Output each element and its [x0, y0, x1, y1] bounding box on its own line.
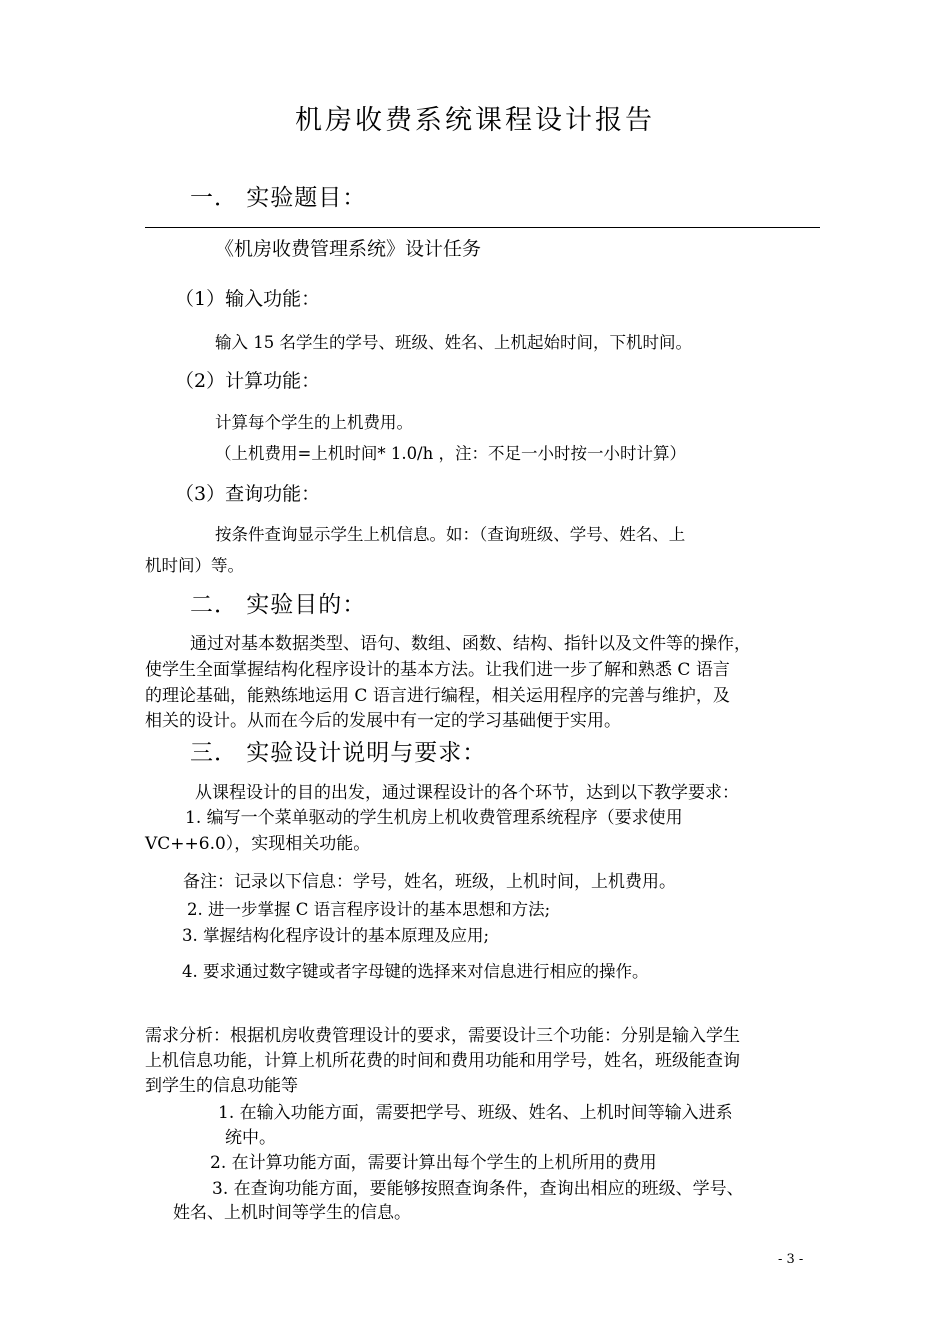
requirement-1-line-1: 1. 编写一个菜单驱动的学生机房上机收费管理系统程序（要求使用 [185, 808, 683, 828]
function-2-text-2: （上机费用=上机时间* 1.0/h ，注：不足一小时按一小时计算） [215, 444, 686, 463]
page-number: - 3 - [778, 1252, 804, 1267]
requirement-2: 2. 进一步掌握 C 语言程序设计的基本思想和方法; [187, 900, 551, 919]
function-3-text-1: 按条件查询显示学生上机信息。如：（查询班级、学号、姓名、上 [215, 525, 686, 544]
function-3-text-2: 机时间）等。 [145, 556, 244, 575]
requirements-intro: 从课程设计的目的出发，通过课程设计的各个环节，达到以下教学要求： [195, 783, 739, 803]
purpose-line-4: 相关的设计。从而在今后的发展中有一定的学习基础便于实用。 [145, 711, 621, 731]
purpose-line-3: 的理论基础，能熟练地运用 C 语言进行编程，相关运用程序的完善与维护，及 [145, 686, 730, 706]
purpose-line-1: 通过对基本数据类型、语句、数组、函数、结构、指针以及文件等的操作， [190, 634, 751, 654]
horizontal-rule [145, 227, 820, 228]
function-3-title: （3）查询功能： [175, 483, 321, 505]
function-2-text-1: 计算每个学生的上机费用。 [215, 413, 413, 432]
function-1-text: 输入 15 名学生的学号、班级、姓名、上机起始时间，下机时间。 [215, 333, 692, 352]
requirement-3: 3. 掌握结构化程序设计的基本原理及应用; [182, 926, 490, 945]
purpose-line-2: 使学生全面掌握结构化程序设计的基本方法。让我们进一步了解和熟悉 C 语言 [145, 660, 730, 680]
document-title: 机房收费系统课程设计报告 [295, 105, 655, 136]
analysis-item-1-line-1: 1. 在输入功能方面，需要把学号、班级、姓名、上机时间等输入进系 [218, 1103, 733, 1123]
section-1-heading: 一． 实验题目： [190, 185, 367, 211]
function-1-title: （1）输入功能： [175, 288, 321, 310]
analysis-item-1-line-2: 统中。 [225, 1128, 276, 1148]
requirement-1-line-2: VC++6.0），实现相关功能。 [145, 834, 371, 854]
analysis-item-3-line-1: 3. 在查询功能方面，要能够按照查询条件，查询出相应的班级、学号、 [212, 1179, 744, 1199]
function-2-title: （2）计算功能： [175, 370, 321, 392]
section-3-heading: 三． 实验设计说明与要求： [190, 740, 487, 766]
requirement-note: 备注：记录以下信息：学号，姓名，班级，上机时间，上机费用。 [183, 872, 676, 892]
section-2-heading: 二． 实验目的： [190, 592, 367, 618]
requirement-4: 4. 要求通过数字键或者字母键的选择来对信息进行相应的操作。 [182, 962, 649, 981]
analysis-line-1: 需求分析：根据机房收费管理设计的要求，需要设计三个功能：分别是输入学生 [145, 1026, 740, 1046]
analysis-line-3: 到学生的信息功能等 [145, 1076, 298, 1096]
task-title: 《机房收费管理系统》设计任务 [215, 238, 482, 260]
analysis-item-2: 2. 在计算功能方面，需要计算出每个学生的上机所用的费用 [210, 1153, 657, 1173]
analysis-item-3-line-2: 姓名、上机时间等学生的信息。 [173, 1203, 411, 1223]
analysis-line-2: 上机信息功能，计算上机所花费的时间和费用功能和用学号，姓名，班级能查询 [145, 1051, 740, 1071]
